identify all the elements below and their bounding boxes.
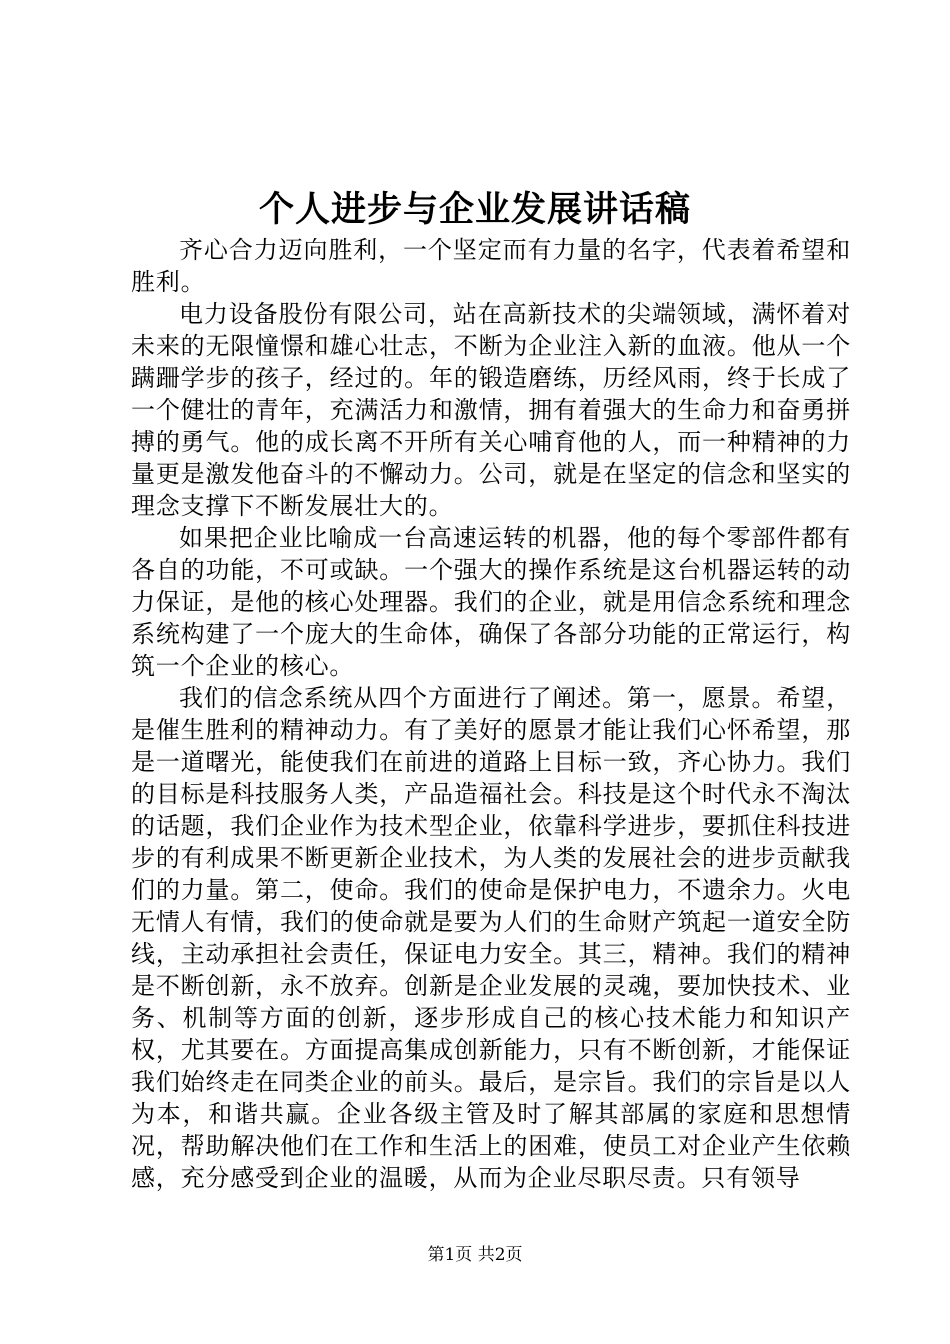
paragraph: 如果把企业比喻成一台高速运转的机器，他的每个零部件都有各自的功能，不可或缺。一个强大的操作系统是这台机器运转的动力保证，是他的核心处理器。我们的企业，就是用信念系统和理念系统构建了一个庞大的生命体，确保了各部分功能的正常运行，构筑一个企业的核心。 xyxy=(131,524,851,680)
document-body xyxy=(131,234,851,1194)
paragraph: 电力设备股份有限公司，站在高新技术的尖端领域，满怀着对未来的无限憧憬和雄心壮志，不断为企业注入新的血液。他从一个蹒跚学步的孩子，经过的。年的锻造磨练，历经风雨，终于长成了一个健壮的青年，充满活力和激情，拥有着强大的生命力和奋勇拼搏的勇气。他的成长离不开所有关心哺育他的人，而一种精神的力量更是激发他奋斗的不懈动力。公司，就是在坚定的信念和坚实的理念支撑下不断发展壮大的。 xyxy=(131,300,851,520)
page-number-footer: 第1页 共2页 xyxy=(427,1245,523,1265)
paragraph: 齐心合力迈向胜利，一个坚定而有力量的名字，代表着希望和胜利。 xyxy=(131,236,851,296)
document-title: 个人进步与企业发展讲话稿 xyxy=(258,189,691,230)
paragraph: 我们的信念系统从四个方面进行了阐述。第一，愿景。希望，是催生胜利的精神动力。有了美好的愿景才能让我们心怀希望，那是一道曙光，能使我们在前进的道路上目标一致，齐心协力。我们的目标是科技服务人类，产品造福社会。科技是这个时代永不淘汰的话题，我们企业作为技术型企业，依靠科学进步，要抓住科技进步的有利成果不断更新企业技术，为人类的发展社会的进步贡献我们的力量。第二，使命。我们的使命是保护电力，不遗余力。火电无情人有情，我们的使命就是要为人们的生命财产筑起一道安全防线，主动承担社会责任，保证电力安全。其三，精神。我们的精神是不断创新，永不放弃。创新是企业发展的灵魂，要加快技术、业务、机制等方面的创新，逐步形成自己的核心技术能力和知识产权，尤其要在。方面提高集成创新能力，只有不断创新，才能保证我们始终走在同类企业的前头。最后，是宗旨。我们的宗旨是以人为本，和谐共赢。企业各级主管及时了解其部属的家庭和思想情况，帮助解决他们在工作和生活上的困难，使员工对企业产生依赖感，充分感受到企业的温暖，从而为企业尽职尽责。只有领导 xyxy=(131,684,851,1192)
